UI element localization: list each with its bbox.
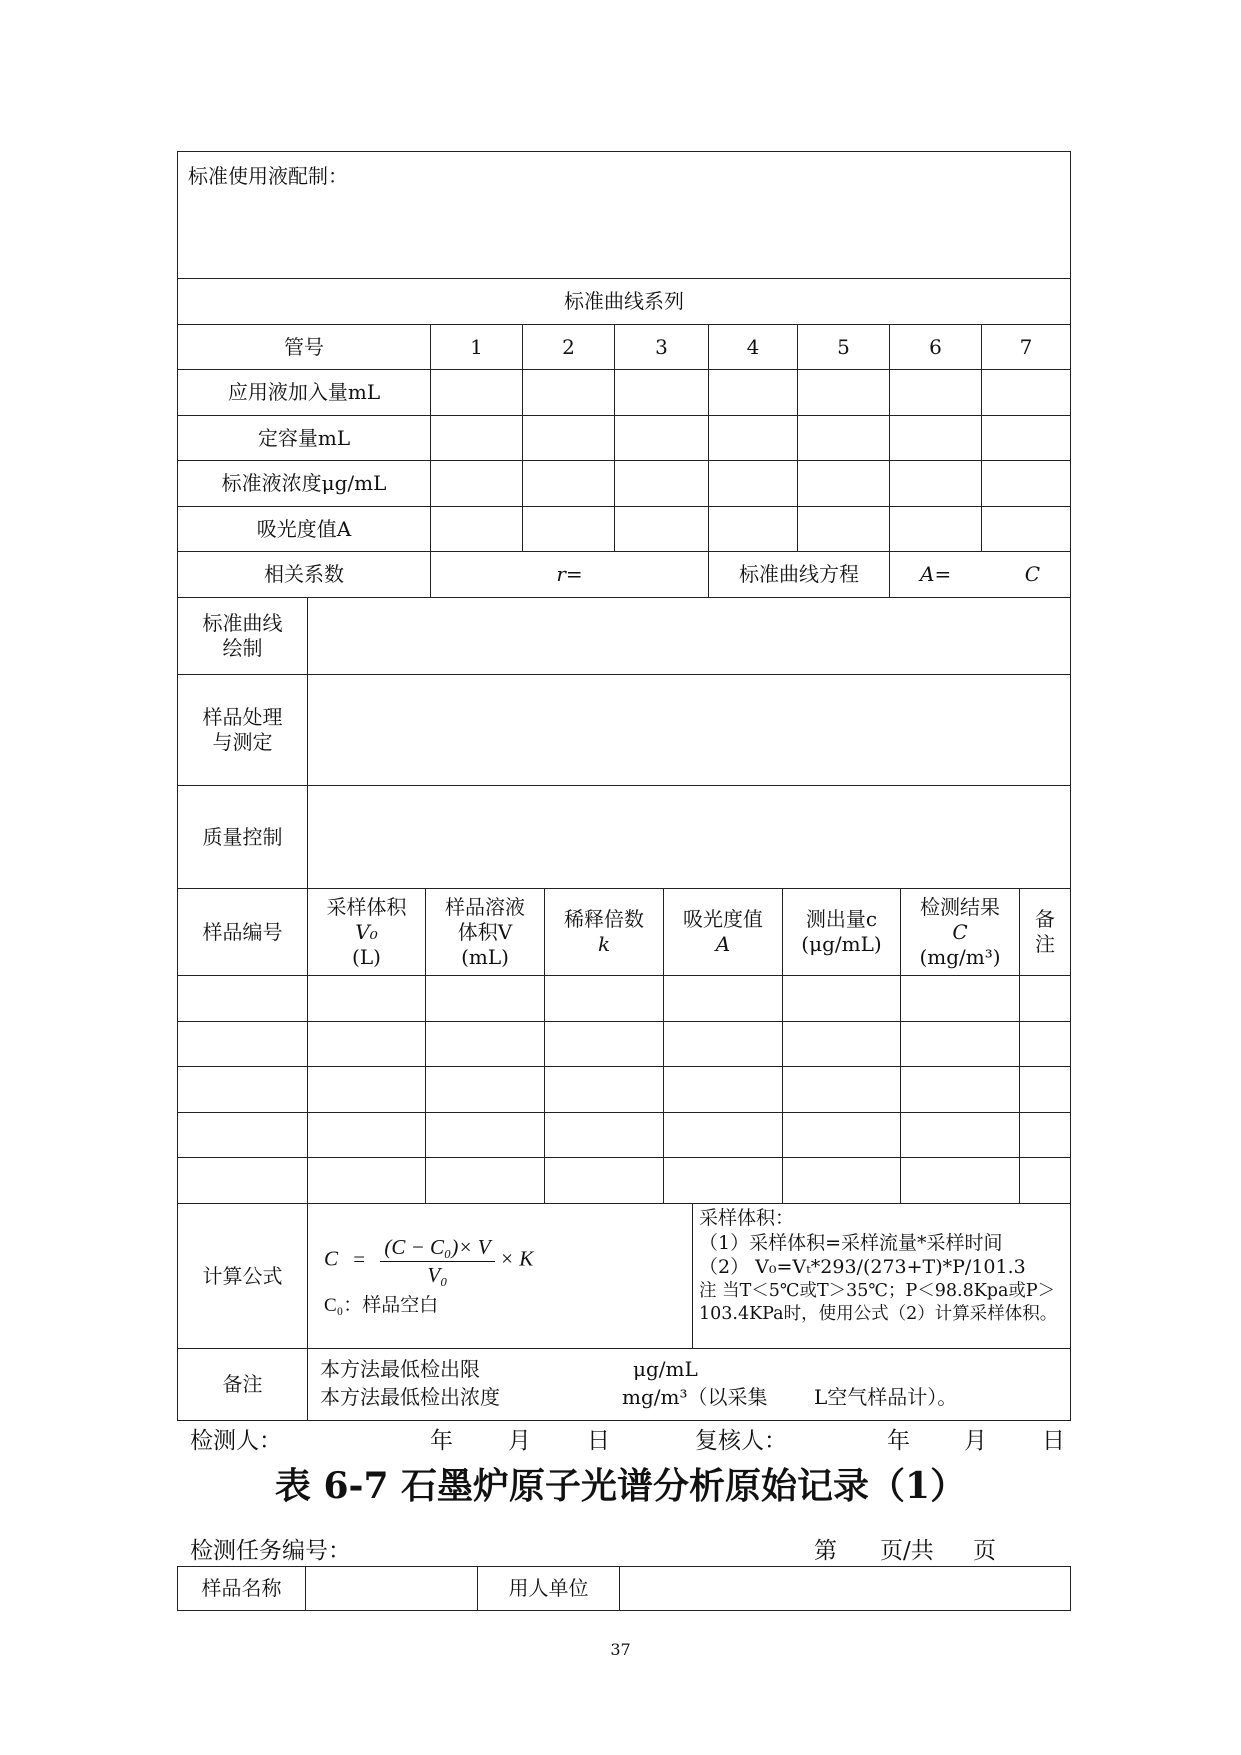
formula-label: 计算公式 (178, 1204, 308, 1349)
data-cell[interactable] (1020, 1113, 1071, 1158)
data-cell[interactable] (178, 1022, 308, 1067)
equation-value[interactable] (890, 552, 1071, 598)
result-header: 检测结果 C (mg/m³) (901, 889, 1020, 976)
data-cell[interactable] (178, 1113, 308, 1158)
data-cell[interactable] (664, 1067, 783, 1113)
formula-cell (308, 1204, 693, 1349)
data-cell[interactable] (798, 370, 890, 416)
drawing-label: 标准曲线绘制 (178, 598, 308, 675)
data-cell[interactable] (426, 1113, 545, 1158)
data-cell[interactable] (890, 416, 982, 461)
tube-number: 6 (890, 325, 982, 370)
data-cell[interactable] (982, 461, 1071, 507)
air-sample-note: L空气样品计）。 (814, 1384, 958, 1409)
drawing-area[interactable] (308, 598, 1071, 675)
result-header: 样品溶液 体积V (mL) (426, 889, 545, 976)
data-cell[interactable] (431, 370, 523, 416)
data-cell[interactable] (615, 370, 709, 416)
data-cell[interactable] (901, 1022, 1020, 1067)
data-cell[interactable] (426, 976, 545, 1022)
data-cell[interactable] (426, 1158, 545, 1204)
data-cell[interactable] (431, 507, 523, 552)
data-cell[interactable] (308, 1022, 426, 1067)
data-cell[interactable] (523, 461, 615, 507)
data-cell[interactable] (1020, 1022, 1071, 1067)
row-label: 吸光度值A (178, 507, 431, 552)
page-title: 表 6-7 石墨炉原子光谱分析原始记录（1） (274, 1465, 967, 1507)
data-cell[interactable] (1020, 976, 1071, 1022)
data-cell[interactable] (431, 416, 523, 461)
table-row (178, 1022, 1071, 1067)
data-cell[interactable] (523, 370, 615, 416)
equation-label: 标准曲线方程 (709, 552, 890, 598)
formula-table (177, 1203, 1071, 1349)
data-cell[interactable] (545, 976, 664, 1022)
data-cell[interactable] (783, 1067, 901, 1113)
data-cell[interactable] (901, 1067, 1020, 1113)
sample-name-value[interactable] (306, 1567, 478, 1611)
data-cell[interactable] (982, 507, 1071, 552)
data-cell[interactable] (178, 976, 308, 1022)
sample-info-sheet (177, 1566, 1070, 1611)
equation-c: C (1024, 562, 1041, 586)
detection-conc-unit: mg/m³（以采集 (622, 1384, 768, 1409)
data-cell[interactable] (798, 461, 890, 507)
data-cell[interactable] (308, 976, 426, 1022)
concentration-formula: C = $\frac{\text{(C − C₀)× V}}{\text{V₀}}$ × K (324, 1235, 534, 1287)
vol-method-1: （1）采样体积=采样流量*采样时间 (699, 1231, 1003, 1254)
data-cell[interactable] (426, 1067, 545, 1113)
sample-info-table (177, 1566, 1071, 1611)
reviewer-year: 年 (887, 1428, 910, 1454)
tube-number: 3 (615, 325, 709, 370)
data-cell[interactable] (615, 416, 709, 461)
record-sheet (177, 151, 1070, 1421)
correlation-value[interactable]: r= (431, 552, 709, 598)
series-title: 标准曲线系列 (178, 279, 1071, 325)
equation-a: A= (920, 562, 952, 586)
sample-processing-area[interactable] (308, 675, 1071, 786)
remarks-label: 备注 (178, 1349, 308, 1421)
data-cell[interactable] (709, 370, 798, 416)
data-cell[interactable] (890, 370, 982, 416)
detection-conc-label: 本方法最低检出浓度 (320, 1384, 500, 1409)
sampling-volume-notes (693, 1204, 1071, 1349)
data-cell[interactable] (901, 1158, 1020, 1204)
tester-month: 月 (508, 1428, 531, 1454)
data-cell[interactable] (783, 1113, 901, 1158)
qc-area[interactable] (308, 786, 1071, 889)
vol-condition-note: 注 当T＜5℃或T＞35℃；P＜98.8Kpa或P＞103.4KPa时，使用公式（2）计算采样体积。 (699, 1281, 1058, 1324)
data-cell[interactable] (890, 507, 982, 552)
tube-number: 5 (798, 325, 890, 370)
result-header: 吸光度值 A (664, 889, 783, 976)
data-cell[interactable] (545, 1022, 664, 1067)
tube-number: 4 (709, 325, 798, 370)
tester-day: 日 (587, 1428, 610, 1454)
qc-label: 质量控制 (178, 786, 308, 889)
data-cell[interactable] (982, 370, 1071, 416)
correlation-label: 相关系数 (178, 552, 431, 598)
data-cell[interactable] (901, 1113, 1020, 1158)
data-cell[interactable] (664, 1022, 783, 1067)
data-cell[interactable] (523, 416, 615, 461)
task-number-label: 检测任务编号： (190, 1538, 351, 1564)
tester-year: 年 (430, 1428, 453, 1454)
vol-method-2: （2） V₀=Vₜ*293/(273+T)*P/101.3 (699, 1256, 1026, 1279)
c0-note: C₀：样品空白 (324, 1294, 439, 1316)
data-cell[interactable] (308, 1113, 426, 1158)
data-cell[interactable] (709, 416, 798, 461)
tester-label: 检测人： (190, 1428, 282, 1454)
employer-label: 用人单位 (478, 1567, 620, 1611)
data-cell[interactable] (1020, 1158, 1071, 1204)
table-row (178, 1158, 1071, 1204)
tube-header: 管号 (178, 325, 431, 370)
data-cell[interactable] (523, 507, 615, 552)
result-header: 稀释倍数 k (545, 889, 664, 976)
detection-limit-unit: μg/mL (633, 1356, 698, 1381)
data-cell[interactable] (308, 1067, 426, 1113)
row-label: 标准液浓度μg/mL (178, 461, 431, 507)
data-cell[interactable] (178, 1067, 308, 1113)
data-cell[interactable] (664, 1113, 783, 1158)
data-cell[interactable] (545, 1158, 664, 1204)
data-cell[interactable] (890, 461, 982, 507)
data-cell[interactable] (615, 507, 709, 552)
result-header: 样品编号 (178, 889, 308, 976)
data-cell[interactable] (431, 461, 523, 507)
standard-curve-table (177, 151, 1071, 598)
signature-line (190, 1422, 1065, 1454)
data-cell[interactable] (798, 507, 890, 552)
table-row (178, 976, 1071, 1022)
data-cell[interactable] (709, 461, 798, 507)
page-indicator-c: 页 (973, 1538, 996, 1564)
data-cell[interactable] (545, 1113, 664, 1158)
table-row (178, 1067, 1071, 1113)
results-table (177, 888, 1071, 1204)
tube-number: 7 (982, 325, 1071, 370)
data-cell[interactable] (308, 1158, 426, 1204)
data-cell[interactable] (901, 976, 1020, 1022)
detection-limit-label: 本方法最低检出限 (320, 1356, 480, 1381)
remarks-content (308, 1349, 1071, 1421)
result-header: 测出量c (μg/mL) (783, 889, 901, 976)
vol-title: 采样体积： (699, 1207, 795, 1229)
data-cell[interactable] (783, 976, 901, 1022)
data-cell[interactable] (798, 416, 890, 461)
data-cell[interactable] (783, 1022, 901, 1067)
page-indicator-b: 页/共 (880, 1538, 934, 1564)
page-indicator-a: 第 (814, 1538, 837, 1564)
data-cell[interactable] (783, 1158, 901, 1204)
page-number: 37 (610, 1640, 631, 1659)
data-cell[interactable] (426, 1022, 545, 1067)
data-cell[interactable] (545, 1067, 664, 1113)
employer-value[interactable] (620, 1567, 1071, 1611)
result-header: 采样体积 V₀ (L) (308, 889, 426, 976)
row-label: 定容量mL (178, 416, 431, 461)
table-row (178, 1113, 1071, 1158)
tube-number: 1 (431, 325, 523, 370)
reviewer-label: 复核人： (695, 1428, 787, 1454)
data-cell[interactable] (664, 976, 783, 1022)
data-cell[interactable] (982, 416, 1071, 461)
prep-label: 标准使用液配制： (188, 164, 348, 188)
procedure-table (177, 597, 1071, 889)
data-cell[interactable] (615, 461, 709, 507)
sample-name-label: 样品名称 (178, 1567, 306, 1611)
tube-number: 2 (523, 325, 615, 370)
data-cell[interactable] (664, 1158, 783, 1204)
row-label: 应用液加入量mL (178, 370, 431, 416)
data-cell[interactable] (1020, 1067, 1071, 1113)
sample-processing-label: 样品处理与测定 (178, 675, 308, 786)
remarks-table (177, 1348, 1071, 1421)
task-line (190, 1532, 1070, 1562)
result-header: 备 注 (1020, 889, 1071, 976)
prep-section (178, 152, 1071, 279)
data-cell[interactable] (709, 507, 798, 552)
reviewer-day: 日 (1042, 1428, 1065, 1454)
reviewer-month: 月 (964, 1428, 987, 1454)
data-cell[interactable] (178, 1158, 308, 1204)
